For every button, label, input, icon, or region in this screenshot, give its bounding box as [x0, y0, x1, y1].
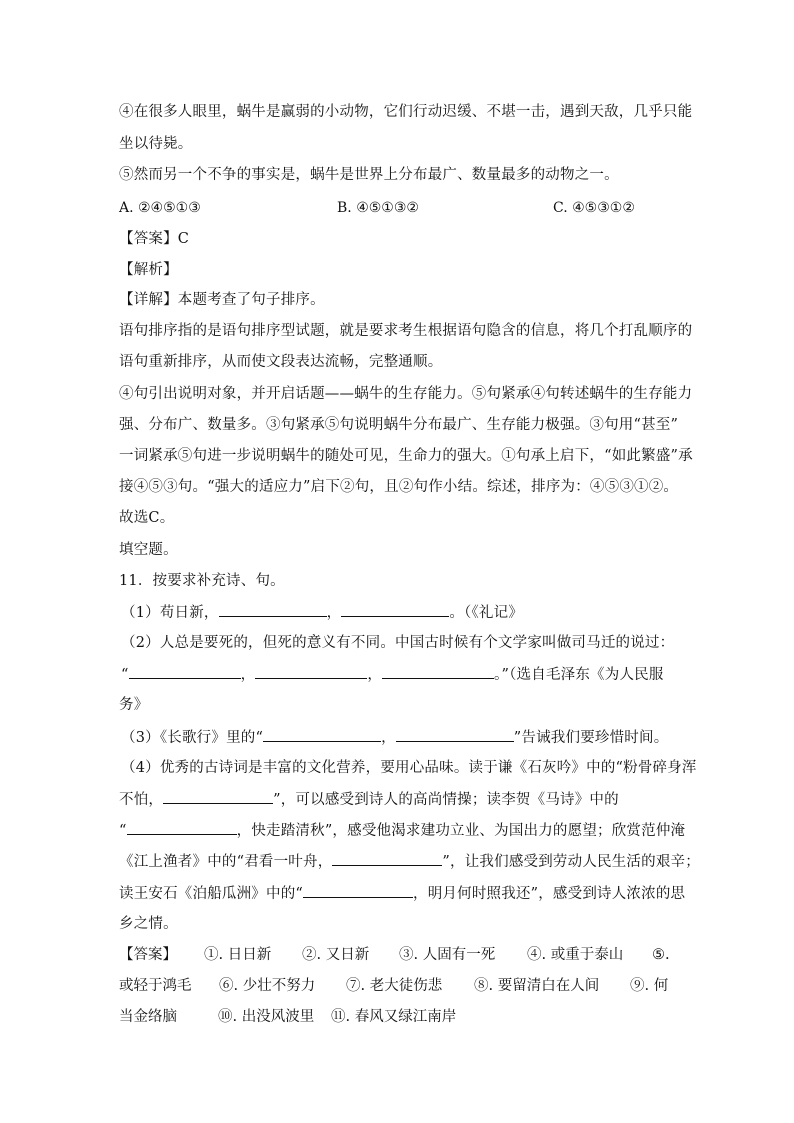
answer-label: 【答案】: [119, 947, 177, 963]
item-4-line6: 乡之情。: [119, 916, 178, 932]
question-option-sentence-4-cont: 坐以待毙。: [119, 136, 193, 152]
item-4-line4: [119, 851, 700, 872]
item-3-end: ”告诫我们要珍惜时间。: [513, 730, 669, 746]
item-4-text: ”，可以感受到诗人的高尚情操；读李贺《马诗》中的: [273, 792, 619, 808]
answer-label: 【答案】C: [119, 231, 190, 247]
blank-4[interactable]: [255, 664, 367, 679]
open-quote: “: [121, 667, 129, 683]
analysis-label: 【解析】: [119, 262, 178, 278]
item-4: （4）优秀的古诗词是丰富的文化营养，要用心品味。读于谦《石灰吟》中的“粉骨碎身浑: [121, 760, 697, 776]
item-2-source-cont: 务》: [119, 697, 149, 713]
explanation-paragraph: 接④⑤③句。“强大的适应力”启下②句，且②句作小结。综述，排序为：④⑤③①②。: [119, 479, 679, 495]
explanation-paragraph: ④句引出说明对象，并开启话题——蜗牛的生存能力。⑤句紧承④句转述蜗牛的生存能力: [119, 386, 693, 402]
blank-9[interactable]: [127, 820, 237, 835]
explanation-paragraph: 一词紧承⑤句进一步说明蜗牛的随处可见，生命力的强大。①句承上启下，“如此繁盛”承: [119, 448, 693, 464]
blank-2[interactable]: [341, 602, 449, 617]
section-heading: 填空题。: [119, 542, 178, 558]
sep: ，: [240, 667, 256, 683]
item-4-text: ，快走踏清秋”，感受他渴求建功立业、为国出力的愿望；欣赏范仲淹: [236, 823, 686, 839]
question-11-title: 11．按要求补充诗、句。: [119, 573, 285, 589]
blank-10[interactable]: [332, 851, 442, 866]
answer-item: ②. 又日新: [302, 947, 370, 963]
item-3-text: （3）《长歌行》里的“: [121, 730, 264, 746]
answer-item: ⑨. 何: [630, 978, 669, 994]
blank-5[interactable]: [382, 664, 494, 679]
blank-3[interactable]: [129, 664, 241, 679]
blank-7[interactable]: [396, 727, 514, 742]
answer-item: ③. 人固有一死: [399, 947, 496, 963]
choice-c: C. ④⑤③①②: [553, 200, 635, 216]
sep: ，: [381, 730, 396, 746]
answer-item: ⑩. 出没风波里: [218, 1009, 315, 1025]
question-option-sentence-4: ④在很多人眼里，蜗牛是赢弱的小动物，它们行动迟缓、不堪一击，遇到天敌，几乎只能: [119, 104, 693, 120]
answer-item: ④. 或重于泰山: [527, 947, 624, 963]
answer-item: ⑤.: [652, 947, 670, 963]
blank-11[interactable]: [303, 883, 413, 898]
item-4-text: 读王安石《泊船瓜洲》中的“: [119, 886, 304, 902]
item-4-text: 不怕，: [119, 792, 164, 808]
item-4-line3: [119, 820, 685, 841]
item-4-text: ，明月何时照我还”，感受到诗人浓浓的思: [413, 886, 686, 902]
item-2-source: 。”（选自毛泽东《为人民服: [494, 667, 664, 683]
answer-item: ①. 日日新: [204, 947, 272, 963]
choice-a: A. ②④⑤①③: [119, 200, 201, 216]
blank-1[interactable]: [219, 602, 327, 617]
item-1-sep: ，: [326, 605, 342, 621]
sep: ，: [367, 667, 383, 683]
item-2-blanks: [121, 664, 664, 685]
item-4-line2: [119, 789, 619, 810]
answer-item: 或轻于鸿毛: [119, 978, 192, 994]
item-2: （2）人总是要死的，但死的意义有不同。中国古时候有个文学家叫做司马迁的说过：: [121, 635, 675, 651]
answer-item: 当金络脑: [119, 1009, 177, 1025]
answer-item: ⑥. 少壮不努力: [219, 978, 316, 994]
detail-label: 【详解】本题考查了句子排序。: [119, 292, 325, 308]
item-1-source: 。（《礼记》: [449, 605, 524, 621]
choice-b: B. ④⑤①③②: [337, 200, 419, 216]
answer-item: ⑧. 要留清白在人间: [474, 978, 600, 994]
explanation-paragraph: 强、分布广、数量多。③句紧承⑤句说明蜗牛分布最广、生存能力极强。③句用“甚至”: [119, 417, 679, 433]
item-1-text: （1）苟日新，: [121, 605, 219, 621]
open-quote: “: [119, 823, 127, 839]
explanation-conclusion: 故选C。: [119, 510, 175, 526]
answer-item: ⑪. 春风又绿江南岸: [331, 1009, 457, 1025]
item-3: [121, 727, 668, 748]
item-4-line5: [119, 883, 685, 904]
question-option-sentence-5: ⑤然而另一个不争的事实是，蜗牛是世界上分布最广、数量最多的动物之一。: [119, 167, 619, 183]
item-1: [121, 602, 523, 623]
item-4-text: ”，让我们感受到劳动人民生活的艰辛；: [442, 854, 700, 870]
explanation-paragraph: 语句重新排序，从而使文段表达流畅，完整通顺。: [119, 354, 443, 370]
explanation-paragraph: 语句排序指的是语句排序型试题，就是要求考生根据语句隐含的信息，将几个打乱顺序的: [119, 323, 693, 339]
answer-item: ⑦. 老大徒伤悲: [346, 978, 443, 994]
item-4-text: 《江上渔者》中的“君看一叶舟，: [119, 854, 333, 870]
blank-8[interactable]: [163, 789, 273, 804]
blank-6[interactable]: [263, 727, 381, 742]
